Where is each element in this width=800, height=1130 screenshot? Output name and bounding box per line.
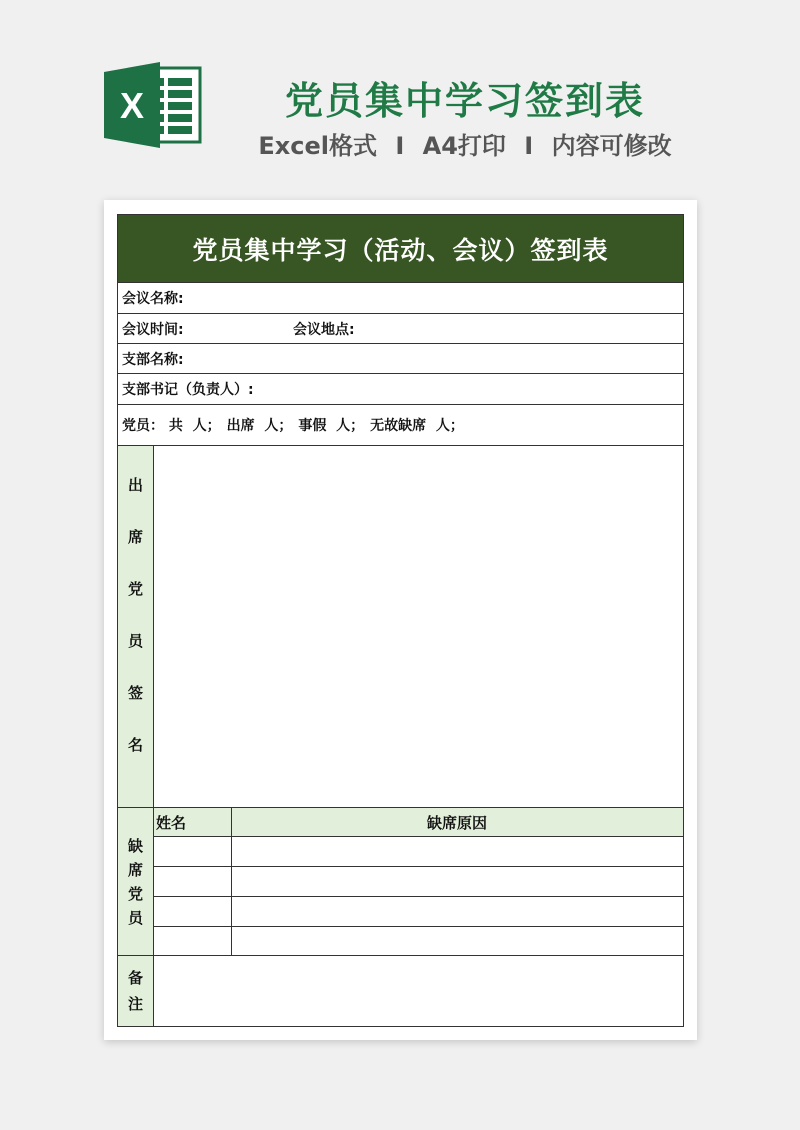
side-char: 员: [127, 632, 143, 650]
row-divider: [154, 866, 683, 867]
subtitle-print: A4打印: [422, 132, 506, 160]
secretary-label: 支部书记（负责人）:: [122, 382, 254, 398]
notes-area[interactable]: [154, 955, 683, 1026]
sign-side-label: [118, 445, 154, 807]
subtitle-separator: I: [524, 132, 534, 160]
side-char: 名: [127, 736, 143, 754]
sign-in-form: [117, 214, 684, 1027]
members-count-row[interactable]: [118, 404, 683, 445]
branch-name-label: 支部名称:: [122, 351, 184, 368]
row-divider: [154, 926, 683, 927]
subtitle-separator: I: [395, 132, 405, 160]
row-divider: [154, 896, 683, 897]
page-header: [0, 0, 800, 200]
side-char: 党: [127, 580, 143, 598]
members-attend: 出席 人；: [226, 418, 293, 434]
side-char: 备: [127, 969, 143, 987]
absent-reason-header: 缺席原因: [426, 813, 487, 832]
meeting-time-label: 会议时间:: [122, 321, 184, 338]
members-absent: 无故缺席 人；: [370, 418, 464, 434]
secretary-row[interactable]: [118, 373, 683, 404]
document-sheet: [104, 200, 697, 1040]
column-divider: [231, 808, 232, 956]
side-char: 注: [127, 995, 143, 1013]
meeting-place-label: 会议地点:: [293, 321, 355, 338]
side-char: 席: [127, 528, 143, 546]
subtitle-editable: 内容可修改: [551, 132, 672, 160]
meeting-time-row[interactable]: [118, 313, 683, 343]
meeting-name-row[interactable]: [118, 282, 683, 313]
subtitle-format: Excel格式: [258, 132, 377, 160]
absent-table: [154, 807, 683, 955]
form-title: 党员集中学习（活动、会议）签到表: [118, 215, 683, 282]
page-title: 党员集中学习签到表: [284, 79, 645, 123]
logo-letter: X: [119, 85, 145, 126]
absent-table-header: [154, 808, 683, 836]
notes-side-label: [118, 955, 154, 1026]
side-char: 席: [127, 860, 143, 879]
excel-icon: [104, 60, 204, 150]
side-char: 签: [127, 684, 143, 702]
signature-area[interactable]: [154, 445, 683, 807]
side-char: 缺: [127, 836, 143, 855]
absent-name-header: 姓名: [156, 813, 187, 832]
branch-name-row[interactable]: [118, 343, 683, 373]
page-subtitle: [215, 126, 715, 161]
meeting-name-label: 会议名称:: [122, 291, 184, 307]
side-char: 出: [127, 476, 143, 494]
row-divider: [154, 836, 683, 837]
members-total: 党员： 共 人；: [122, 418, 221, 434]
side-char: 员: [127, 908, 143, 927]
side-char: 党: [127, 884, 143, 903]
absent-side-label: [118, 807, 154, 955]
members-leave: 事假 人；: [298, 418, 365, 434]
